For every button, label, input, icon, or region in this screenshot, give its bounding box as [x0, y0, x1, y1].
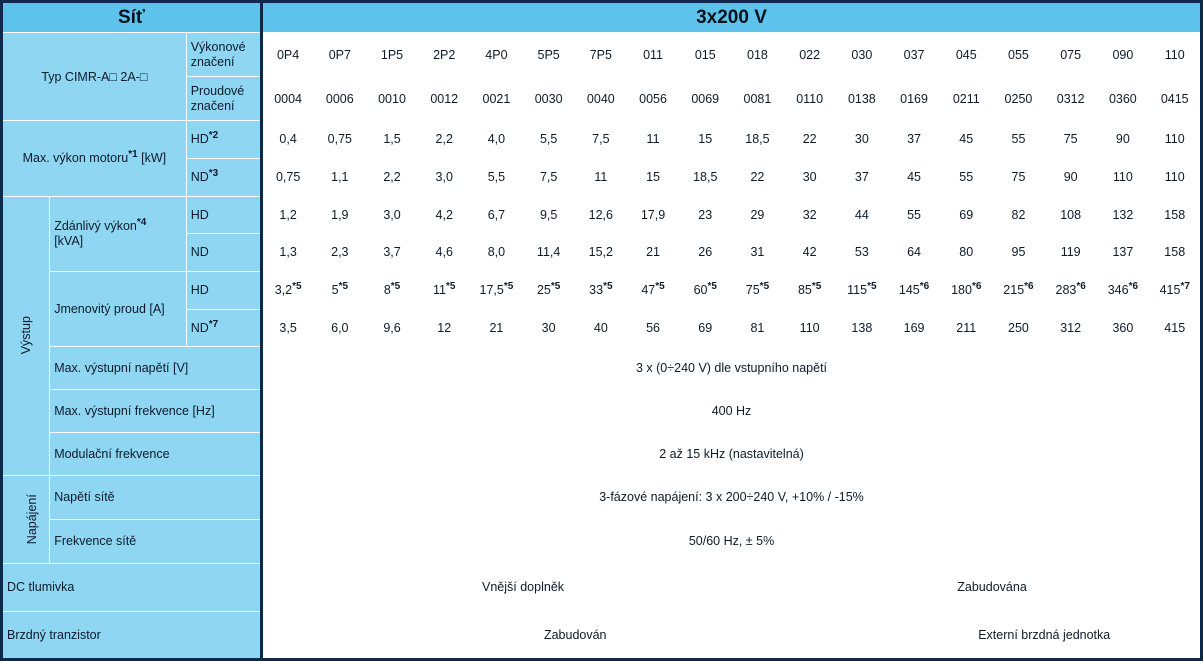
motor-nd-cell: 11: [575, 158, 627, 196]
apparent-nd-cell: 4,6: [418, 234, 470, 272]
motor-nd-cell: 1,1: [314, 158, 366, 196]
apparent-nd-cell: 158: [1149, 234, 1202, 272]
current-hd-cell: 145$^{*6}$: [888, 271, 940, 309]
apparent-nd-cell: 80: [940, 234, 992, 272]
current-nd-cell: 69: [679, 309, 731, 347]
motor-nd-cell: 110: [1097, 158, 1149, 196]
apparent-hd-cell: 55: [888, 196, 940, 234]
mod-freq-row: [2, 432, 1202, 475]
motor-nd-cell: 37: [836, 158, 888, 196]
supply-freq-label: Frekvence sítě: [50, 519, 262, 563]
current-code-label: Proudové značení: [186, 77, 261, 121]
current-code-cell: 0211: [940, 77, 992, 121]
motor-hd-cell: 90: [1097, 121, 1149, 159]
current-code-cell: 0021: [470, 77, 522, 121]
supply-voltage-value: 3-fázové napájení: 3 x 200÷240 V, +10% / -15%: [262, 475, 1202, 519]
power-code-cell: 110: [1149, 33, 1202, 77]
apparent-hd-cell: 82: [992, 196, 1044, 234]
apparent-hd-cell: 32: [784, 196, 836, 234]
current-hd-cell: 346$^{*6}$: [1097, 271, 1149, 309]
power-code-cell: 045: [940, 33, 992, 77]
vystup-label: Výstup: [2, 196, 50, 475]
supply-voltage-row: [2, 475, 1202, 519]
apparent-nd-cell: 11,4: [523, 234, 575, 272]
mod-freq-value: 2 až 15 kHz (nastavitelná): [262, 432, 1202, 475]
apparent-nd-cell: 95: [992, 234, 1044, 272]
power-code-cell: 7P5: [575, 33, 627, 77]
motor-label: Max. výkon motoru$^{*1}$ [kW]: [2, 121, 187, 196]
apparent-nd-cell: 64: [888, 234, 940, 272]
max-freq-label: Max. výstupní frekvence [Hz]: [50, 390, 262, 433]
apparent-nd-cell: 1,3: [262, 234, 314, 272]
motor-hd-cell: 22: [784, 121, 836, 159]
motor-hd-cell: 0,4: [262, 121, 314, 159]
apparent-nd-cell: 26: [679, 234, 731, 272]
current-nd-cell: 9,6: [366, 309, 418, 347]
apparent-nd-cell: 53: [836, 234, 888, 272]
current-code-cell: 0138: [836, 77, 888, 121]
apparent-hd-cell: 17,9: [627, 196, 679, 234]
current-nd-label: ND$^{*7}$: [186, 309, 261, 347]
apparent-hd-cell: 29: [731, 196, 783, 234]
motor-nd-cell: 30: [784, 158, 836, 196]
apparent-hd-cell: 6,7: [470, 196, 522, 234]
current-code-cell: 0010: [366, 77, 418, 121]
supply-freq-row: [2, 519, 1202, 563]
brake-transistor-row: [2, 611, 1202, 659]
apparent-hd-cell: 9,5: [523, 196, 575, 234]
current-nd-cell: 12: [418, 309, 470, 347]
motor-hd-cell: 2,2: [418, 121, 470, 159]
current-code-cell: 0169: [888, 77, 940, 121]
apparent-hd-row: [2, 196, 1202, 234]
current-code-cell: 0360: [1097, 77, 1149, 121]
apparent-hd-cell: 69: [940, 196, 992, 234]
motor-hd-cell: 37: [888, 121, 940, 159]
apparent-nd-cell: 42: [784, 234, 836, 272]
motor-nd-cell: 5,5: [470, 158, 522, 196]
current-nd-cell: 110: [784, 309, 836, 347]
motor-hd-cell: 45: [940, 121, 992, 159]
brake-transistor-label: Brzdný tranzistor: [2, 611, 262, 659]
apparent-nd-cell: 2,3: [314, 234, 366, 272]
apparent-nd-cell: 15,2: [575, 234, 627, 272]
brake-transistor-builtin: Zabudován: [262, 611, 888, 659]
motor-hd-label: HD$^{*2}$: [186, 121, 261, 159]
current-code-cell: 0110: [784, 77, 836, 121]
apparent-hd-cell: 44: [836, 196, 888, 234]
current-nd-cell: 211: [940, 309, 992, 347]
motor-hd-cell: 75: [1045, 121, 1097, 159]
current-code-cell: 0040: [575, 77, 627, 121]
current-code-cell: 0012: [418, 77, 470, 121]
power-code-cell: 090: [1097, 33, 1149, 77]
max-freq-value: 400 Hz: [262, 390, 1202, 433]
brake-transistor-external: Externí brzdná jednotka: [888, 611, 1202, 659]
power-code-cell: 075: [1045, 33, 1097, 77]
dc-reactor-row: [2, 563, 1202, 611]
motor-nd-cell: 22: [731, 158, 783, 196]
power-code-cell: 1P5: [366, 33, 418, 77]
apparent-nd-cell: 137: [1097, 234, 1149, 272]
dc-reactor-external: Vnější doplněk: [262, 563, 784, 611]
power-code-cell: 0P4: [262, 33, 314, 77]
current-hd-row: [2, 271, 1202, 309]
supply-voltage-label: Napětí sítě: [50, 475, 262, 519]
mod-freq-label: Modulační frekvence: [50, 432, 262, 475]
apparent-hd-cell: 1,2: [262, 196, 314, 234]
motor-nd-cell: 0,75: [262, 158, 314, 196]
current-hd-cell: 17,5$^{*5}$: [470, 271, 522, 309]
current-hd-cell: 75$^{*5}$: [731, 271, 783, 309]
power-code-cell: 030: [836, 33, 888, 77]
motor-hd-cell: 11: [627, 121, 679, 159]
current-hd-label: HD: [186, 271, 261, 309]
apparent-hd-cell: 23: [679, 196, 731, 234]
power-code-label: Výkonové značení: [186, 33, 261, 77]
current-nd-cell: 415: [1149, 309, 1202, 347]
apparent-hd-cell: 132: [1097, 196, 1149, 234]
voltage-header: 3x200 V: [262, 2, 1202, 33]
current-hd-cell: 5$^{*5}$: [314, 271, 366, 309]
current-nd-cell: 360: [1097, 309, 1149, 347]
motor-hd-cell: 7,5: [575, 121, 627, 159]
header-row: [2, 2, 1202, 33]
dc-reactor-builtin: Zabudována: [784, 563, 1202, 611]
apparent-nd-cell: 21: [627, 234, 679, 272]
current-hd-cell: 215$^{*6}$: [992, 271, 1044, 309]
apparent-hd-cell: 12,6: [575, 196, 627, 234]
current-hd-cell: 283$^{*6}$: [1045, 271, 1097, 309]
apparent-hd-cell: 3,0: [366, 196, 418, 234]
apparent-hd-cell: 108: [1045, 196, 1097, 234]
current-hd-cell: 85$^{*5}$: [784, 271, 836, 309]
current-code-cell: 0030: [523, 77, 575, 121]
current-nd-cell: 6,0: [314, 309, 366, 347]
supply-freq-value: 50/60 Hz, ± 5%: [262, 519, 1202, 563]
current-hd-cell: 8$^{*5}$: [366, 271, 418, 309]
motor-hd-cell: 18,5: [731, 121, 783, 159]
power-code-cell: 5P5: [523, 33, 575, 77]
power-code-cell: 055: [992, 33, 1044, 77]
current-hd-cell: 415$^{*7}$: [1149, 271, 1202, 309]
motor-nd-cell: 55: [940, 158, 992, 196]
current-hd-cell: 60$^{*5}$: [679, 271, 731, 309]
current-code-cell: 0006: [314, 77, 366, 121]
power-code-cell: 2P2: [418, 33, 470, 77]
motor-hd-cell: 1,5: [366, 121, 418, 159]
power-code-row: [2, 33, 1202, 77]
apparent-power-label: Zdánlivý výkon$^{*4}$ [kVA]: [50, 196, 187, 271]
current-nd-cell: 21: [470, 309, 522, 347]
max-voltage-value: 3 x (0÷240 V) dle vstupního napětí: [262, 347, 1202, 390]
current-hd-cell: 180$^{*6}$: [940, 271, 992, 309]
current-hd-cell: 3,2$^{*5}$: [262, 271, 314, 309]
napajeni-label: Napájení: [2, 475, 50, 563]
power-code-cell: 022: [784, 33, 836, 77]
current-nd-cell: 169: [888, 309, 940, 347]
current-hd-cell: 115$^{*5}$: [836, 271, 888, 309]
current-code-cell: 0250: [992, 77, 1044, 121]
power-code-cell: 037: [888, 33, 940, 77]
motor-nd-cell: 2,2: [366, 158, 418, 196]
motor-nd-cell: 7,5: [523, 158, 575, 196]
motor-nd-cell: 3,0: [418, 158, 470, 196]
current-code-cell: 0056: [627, 77, 679, 121]
motor-hd-cell: 4,0: [470, 121, 522, 159]
power-code-cell: 011: [627, 33, 679, 77]
motor-nd-label: ND$^{*3}$: [186, 158, 261, 196]
power-code-cell: 015: [679, 33, 731, 77]
motor-hd-cell: 30: [836, 121, 888, 159]
apparent-hd-cell: 158: [1149, 196, 1202, 234]
max-voltage-row: [2, 347, 1202, 390]
current-nd-cell: 250: [992, 309, 1044, 347]
current-code-cell: 0081: [731, 77, 783, 121]
apparent-nd-cell: 3,7: [366, 234, 418, 272]
current-hd-cell: 11$^{*5}$: [418, 271, 470, 309]
power-code-cell: 018: [731, 33, 783, 77]
current-hd-cell: 47$^{*5}$: [627, 271, 679, 309]
current-hd-cell: 33$^{*5}$: [575, 271, 627, 309]
motor-hd-row: [2, 121, 1202, 159]
max-freq-row: [2, 390, 1202, 433]
current-code-cell: 0069: [679, 77, 731, 121]
current-nd-cell: 3,5: [262, 309, 314, 347]
motor-nd-cell: 90: [1045, 158, 1097, 196]
motor-hd-cell: 55: [992, 121, 1044, 159]
current-hd-cell: 25$^{*5}$: [523, 271, 575, 309]
power-code-cell: 4P0: [470, 33, 522, 77]
apparent-nd-cell: 31: [731, 234, 783, 272]
motor-nd-cell: 110: [1149, 158, 1202, 196]
current-nd-cell: 138: [836, 309, 888, 347]
current-code-cell: 0004: [262, 77, 314, 121]
typ-label: Typ CIMR-A□ 2A-□: [2, 33, 187, 121]
rated-current-label: Jmenovitý proud [A]: [50, 271, 187, 346]
motor-nd-cell: 18,5: [679, 158, 731, 196]
apparent-nd-cell: 8,0: [470, 234, 522, 272]
motor-hd-cell: 5,5: [523, 121, 575, 159]
dc-reactor-label: DC tlumivka: [2, 563, 262, 611]
current-nd-cell: 312: [1045, 309, 1097, 347]
current-nd-cell: 56: [627, 309, 679, 347]
motor-hd-cell: 110: [1149, 121, 1202, 159]
max-voltage-label: Max. výstupní napětí [V]: [50, 347, 262, 390]
current-nd-cell: 81: [731, 309, 783, 347]
apparent-nd-label: ND: [186, 234, 261, 272]
current-nd-cell: 30: [523, 309, 575, 347]
sit-header: Síť: [2, 2, 262, 33]
apparent-hd-label: HD: [186, 196, 261, 234]
power-code-cell: 0P7: [314, 33, 366, 77]
motor-hd-cell: 15: [679, 121, 731, 159]
apparent-hd-cell: 4,2: [418, 196, 470, 234]
apparent-nd-cell: 119: [1045, 234, 1097, 272]
current-code-cell: 0312: [1045, 77, 1097, 121]
motor-hd-cell: 0,75: [314, 121, 366, 159]
motor-nd-cell: 15: [627, 158, 679, 196]
motor-nd-cell: 45: [888, 158, 940, 196]
motor-nd-cell: 75: [992, 158, 1044, 196]
current-nd-cell: 40: [575, 309, 627, 347]
current-code-cell: 0415: [1149, 77, 1202, 121]
apparent-hd-cell: 1,9: [314, 196, 366, 234]
